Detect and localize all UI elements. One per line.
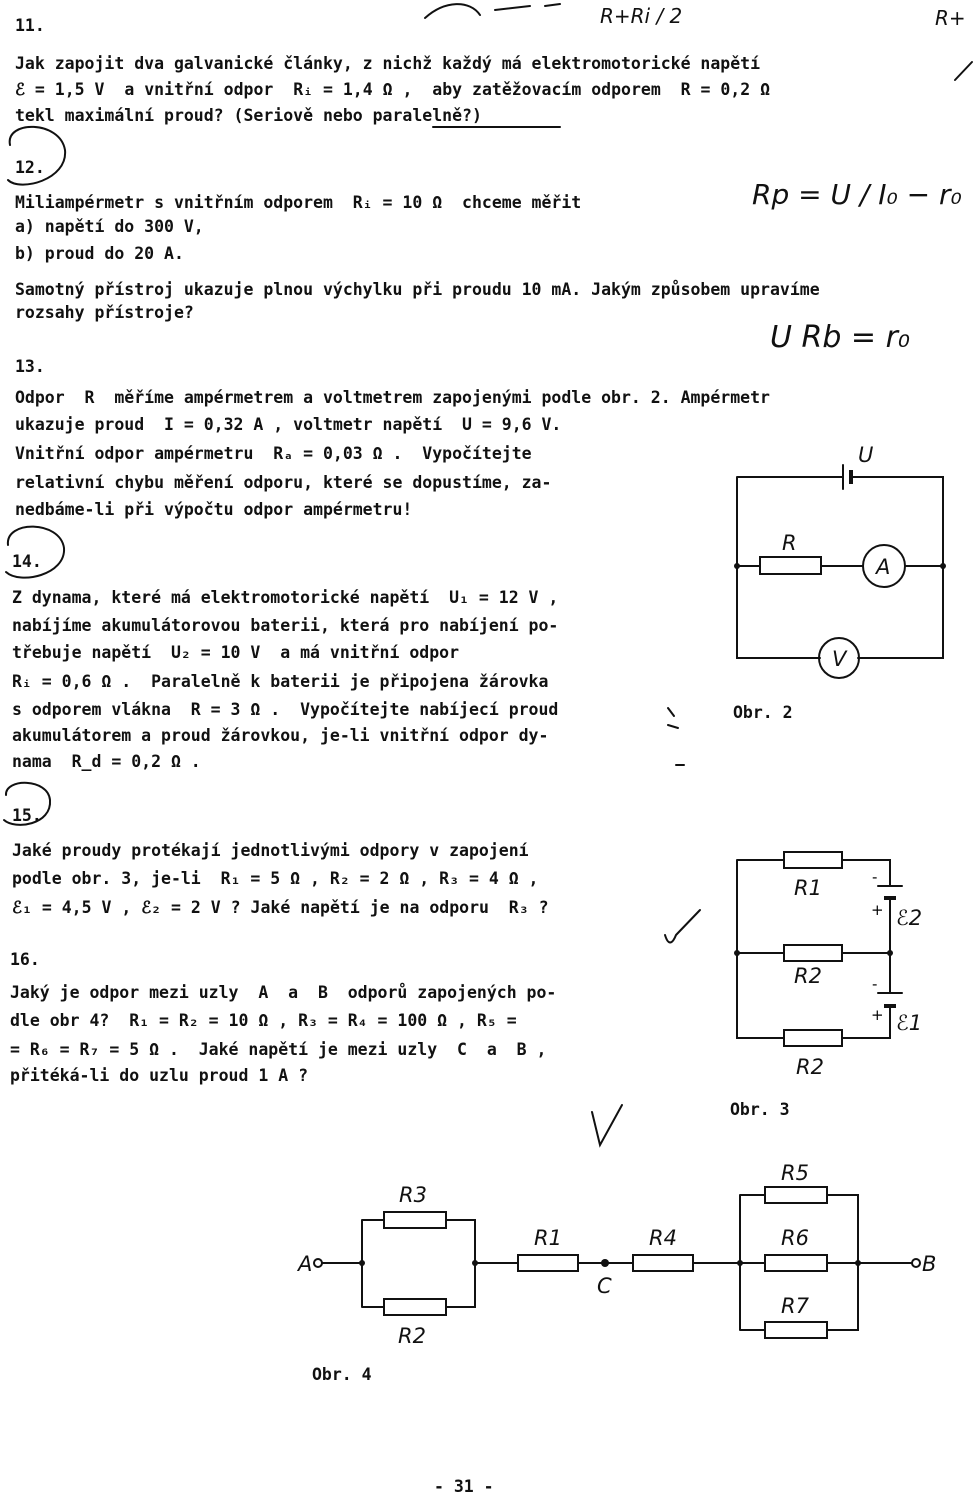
problem-line: relativní chybu měření odporu, které se dopustíme, za- [15, 473, 552, 492]
label-r5: R5 [781, 1161, 809, 1185]
label-r3: R2 [796, 1055, 824, 1079]
problem-line: akumulátorem a proud žárovkou, je-li vnitřní odpor dy- [12, 726, 549, 745]
resistor-r1 [518, 1255, 578, 1271]
label-a: A [298, 1252, 313, 1276]
problem-line: Samotný přístroj ukazuje plnou výchylku při proudu 10 mA. Jakým způsobem upravíme [15, 280, 820, 299]
problem-line: = R₆ = R₇ = 5 Ω . Jaké napětí je mezi uzly C a B , [10, 1040, 547, 1059]
node [855, 1260, 861, 1266]
problem-line: ukazuje proud I = 0,32 A , voltmetr napětí U = 9,6 V. [15, 415, 562, 434]
minus-sign: - [872, 868, 878, 886]
problem-line: podle obr. 3, je-li R₁ = 5 Ω , R₂ = 2 Ω , R₃ = 4 Ω , [12, 869, 539, 888]
problem-line: Jaké proudy protékají jednotlivými odpory v zapojení [12, 841, 529, 860]
problem-line: Odpor R měříme ampérmetrem a voltmetrem zapojenými podle obr. 2. Ampérmetr [15, 388, 770, 407]
problem-line: s odporem vlákna R = 3 Ω . Vypočítejte nabíjecí proud [12, 700, 559, 719]
problem-line: tekl maximální proud? (Seriově nebo paralelně?) [15, 106, 482, 125]
node [472, 1260, 478, 1266]
label-r7: R7 [781, 1294, 809, 1318]
problem-line: Vnitřní odpor ampérmetru Rₐ = 0,03 Ω . Vypočítejte [15, 444, 532, 463]
problem-line: třebuje napětí U₂ = 10 V a má vnitřní odpor [12, 643, 460, 662]
label-u: U [858, 443, 874, 467]
plus-sign: + [871, 901, 884, 919]
wire [322, 1195, 912, 1330]
problem-line: a) napětí do 300 V, [15, 217, 204, 236]
problem-line: nedbáme-li při výpočtu odpor ampérmetru! [15, 500, 413, 519]
label-r1: R1 [534, 1226, 562, 1250]
problem-line: nabíjíme akumulátorovou baterii, která pro nabíjení po- [12, 616, 559, 635]
label-r: R [782, 531, 797, 555]
problem-line: ℰ₁ = 4,5 V , ℰ₂ = 2 V ? Jaké napětí je na odporu R₃ ? [12, 898, 549, 917]
label-r2: R2 [398, 1324, 426, 1348]
label-r4: R4 [649, 1226, 677, 1250]
minus-sign: - [872, 975, 878, 993]
label-e1: ℰ1 [896, 1011, 923, 1035]
label-e2: ℰ2 [896, 906, 923, 930]
problem-line: ℰ = 1,5 V a vnitřní odpor Rᵢ = 1,4 Ω , aby zatěžovacím odporem R = 0,2 Ω [15, 80, 771, 99]
problem-line: rozsahy přístroje? [15, 303, 194, 322]
problem-number: 16. [10, 950, 40, 969]
terminal-b [912, 1259, 920, 1267]
handwritten-formula-rb: U Rb = r₀ [770, 320, 910, 355]
label-c: C [597, 1274, 612, 1298]
label-voltmeter: V [832, 647, 847, 671]
problem-line: dle obr 4? R₁ = R₂ = 10 Ω , R₃ = R₄ = 100 Ω , R₅ = [10, 1011, 517, 1030]
problem-line: Miliampérmetr s vnitřním odporem Rᵢ = 10 Ω chceme měřit [15, 193, 582, 212]
problem-number: 15. [12, 806, 42, 825]
node [359, 1260, 365, 1266]
label-r1: R1 [794, 876, 822, 900]
problem-line: Jaký je odpor mezi uzly A a B odporů zapojených po- [10, 983, 557, 1002]
label-r6: R6 [781, 1226, 809, 1250]
figure-4-caption: Obr. 4 [312, 1365, 372, 1384]
handwritten-formula-rp: Rp = U / I₀ − r₀ [752, 178, 962, 211]
resistor-r6 [765, 1255, 827, 1271]
label-r2: R2 [794, 964, 822, 988]
resistor-r3 [384, 1212, 446, 1228]
label-b: B [922, 1252, 937, 1276]
problem-line: přitéká-li do uzlu proud 1 A ? [10, 1066, 309, 1085]
resistor-r4 [633, 1255, 693, 1271]
resistor-r7 [765, 1322, 827, 1338]
resistor-r5 [765, 1187, 827, 1203]
plus-sign: + [871, 1006, 884, 1024]
page-number: - 31 - [434, 1477, 494, 1496]
label-ammeter: A [876, 555, 891, 579]
node-c [601, 1259, 609, 1267]
problem-number: 13. [15, 357, 45, 376]
handwritten-fraction: R+Ri / 2 [600, 4, 683, 28]
problem-number: 12. [15, 158, 45, 177]
problem-number: 14. [12, 552, 42, 571]
figure-2-caption: Obr. 2 [733, 703, 793, 722]
node [737, 1260, 743, 1266]
resistor-r2 [384, 1299, 446, 1315]
problem-number: 11. [15, 16, 45, 35]
handwritten-note: R+ [935, 6, 966, 30]
problem-line: Rᵢ = 0,6 Ω . Paralelně k baterii je připojena žárovka [12, 672, 549, 691]
problem-line: nama R_d = 0,2 Ω . [12, 752, 201, 771]
label-r3: R3 [399, 1183, 427, 1207]
problem-line: Z dynama, které má elektromotorické napětí U₁ = 12 V , [12, 588, 559, 607]
problem-line: Jak zapojit dva galvanické články, z nichž každý má elektromotorické napětí [15, 54, 761, 73]
figure-3-caption: Obr. 3 [730, 1100, 790, 1119]
terminal-a [314, 1259, 322, 1267]
problem-line: b) proud do 20 A. [15, 244, 184, 263]
